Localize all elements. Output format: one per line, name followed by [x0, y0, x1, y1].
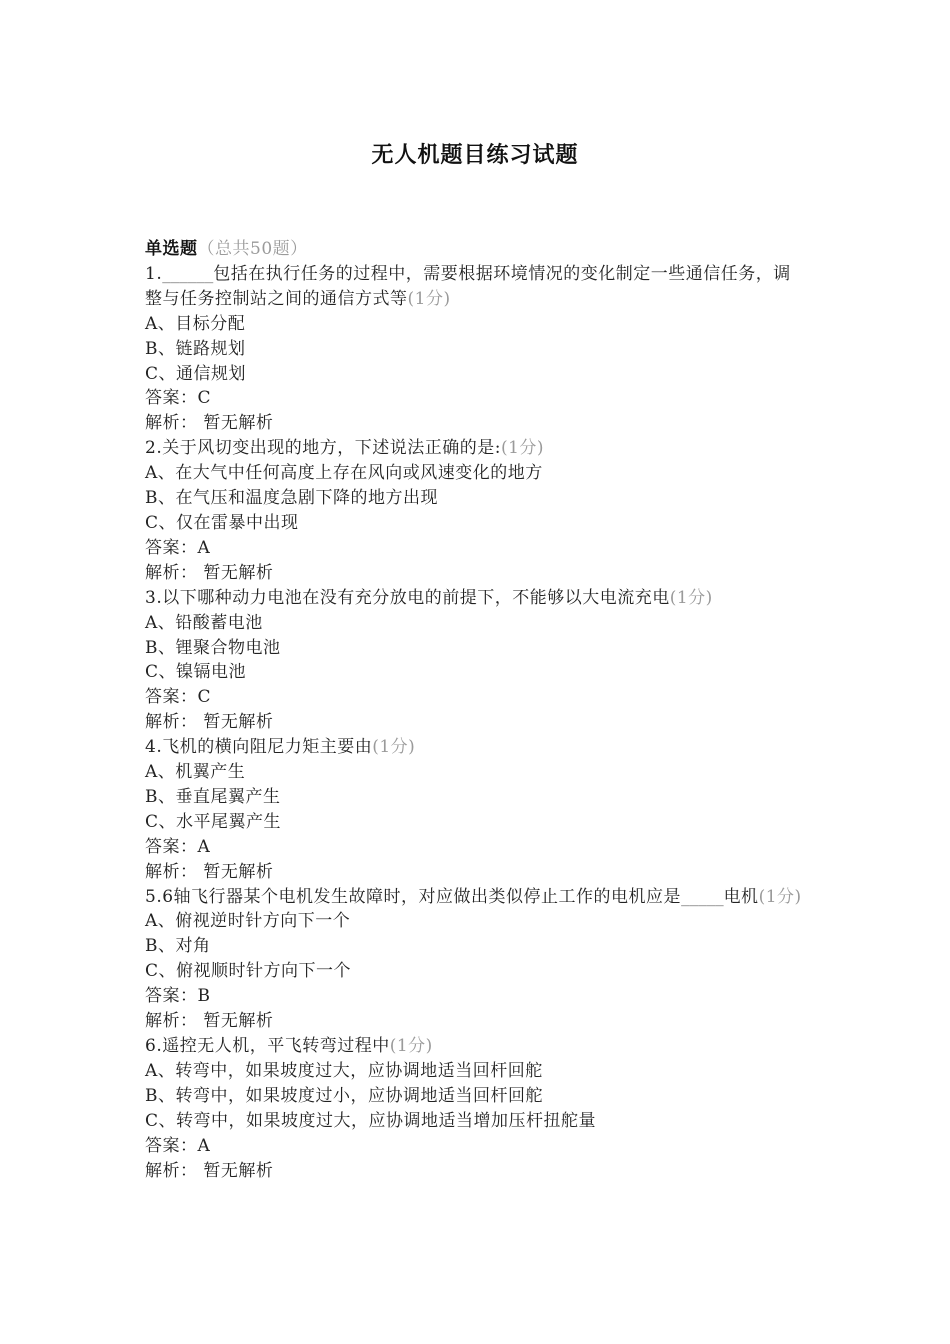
question-text: 6轴飞行器某个电机发生故障时，对应做出类似停止工作的电机应是	[162, 886, 682, 907]
analysis-line: 解析： 暂无解析	[145, 712, 274, 733]
answer-blank: ______	[162, 263, 214, 284]
option-a: A、铅酸蓄电池	[145, 612, 263, 633]
option-b: B、垂直尾翼产生	[145, 786, 281, 807]
section-count: （总共50题）	[197, 239, 308, 259]
question-stem	[145, 735, 805, 760]
question-stem	[145, 586, 805, 611]
question-3	[145, 586, 805, 735]
answer-blank: _____	[681, 886, 724, 907]
question-1	[145, 262, 805, 436]
option-c: C、仅在雷暴中出现	[145, 512, 299, 533]
question-6	[145, 1034, 805, 1183]
question-points: (1分)	[758, 886, 802, 907]
question-stem	[145, 885, 805, 910]
section-heading	[145, 237, 805, 262]
option-a: A、机翼产生	[145, 762, 246, 783]
option-c: C、镍镉电池	[145, 662, 247, 683]
answer-line: 答案：C	[145, 687, 212, 708]
question-number: 2.	[145, 438, 163, 459]
option-b: B、对角	[145, 936, 211, 957]
question-text: 以下哪种动力电池在没有充分放电的前提下，不能够以大电流充电	[162, 587, 670, 608]
analysis-line: 解析： 暂无解析	[145, 1011, 274, 1032]
question-text: 包括在执行任务的过程中，需要根据环境情况的变化制定一些通信任务，调整与任务控制站之间的通信方式等	[145, 263, 791, 309]
question-stem	[145, 262, 805, 312]
option-b: B、锂聚合物电池	[145, 637, 281, 658]
section-label: 单选题	[145, 239, 198, 259]
question-4	[145, 735, 805, 884]
page-title: 无人机题目练习试题	[371, 142, 579, 168]
question-text: 遥控无人机，平飞转弯过程中	[162, 1036, 390, 1056]
option-b: B、链路规划	[145, 338, 246, 359]
analysis-line: 解析： 暂无解析	[145, 562, 274, 583]
question-text: 关于风切变出现的地方，下述说法正确的是:	[162, 438, 501, 459]
answer-line: 答案：A	[145, 1135, 211, 1156]
question-stem	[145, 436, 805, 461]
question-number: 5.	[145, 886, 163, 907]
option-a: A、在大气中任何高度上存在风向或风速变化的地方	[145, 463, 543, 484]
question-points: (1分)	[372, 737, 416, 758]
analysis-line: 解析： 暂无解析	[145, 413, 274, 434]
answer-line: 答案：A	[145, 537, 211, 558]
question-text: 飞机的横向阻尼力矩主要由	[162, 737, 373, 758]
option-a: A、转弯中，如果坡度过大，应协调地适当回杆回舵	[145, 1060, 543, 1081]
question-number: 6.	[145, 1036, 163, 1056]
analysis-line: 解析： 暂无解析	[145, 1160, 274, 1181]
option-c: C、通信规划	[145, 363, 247, 384]
answer-line: 答案：C	[145, 388, 212, 409]
option-c: C、转弯中，如果坡度过大，应协调地适当增加压杆扭舵量	[145, 1110, 597, 1131]
question-number: 4.	[145, 737, 163, 758]
question-5	[145, 885, 805, 1034]
question-list	[145, 237, 805, 1183]
answer-line: 答案：A	[145, 836, 211, 857]
question-stem	[145, 1034, 805, 1059]
question-2	[145, 436, 805, 585]
question-number: 1.	[145, 263, 163, 284]
question-points: (1分)	[669, 587, 713, 608]
option-a: A、目标分配	[145, 313, 246, 334]
option-c: C、水平尾翼产生	[145, 811, 282, 832]
analysis-line: 解析： 暂无解析	[145, 861, 274, 882]
question-points: (1分)	[500, 438, 545, 459]
option-b: B、在气压和温度急剧下降的地方出现	[145, 488, 438, 509]
option-a: A、俯视逆时针方向下一个	[145, 911, 351, 932]
question-text-end: 电机	[723, 886, 759, 907]
question-points: (1分)	[389, 1036, 433, 1056]
option-c: C、俯视顺时针方向下一个	[145, 961, 352, 982]
question-number: 3.	[145, 587, 163, 608]
answer-line: 答案：B	[145, 986, 211, 1007]
question-points: (1分)	[407, 288, 451, 309]
option-b: B、转弯中，如果坡度过小，应协调地适当回杆回舵	[145, 1085, 543, 1106]
